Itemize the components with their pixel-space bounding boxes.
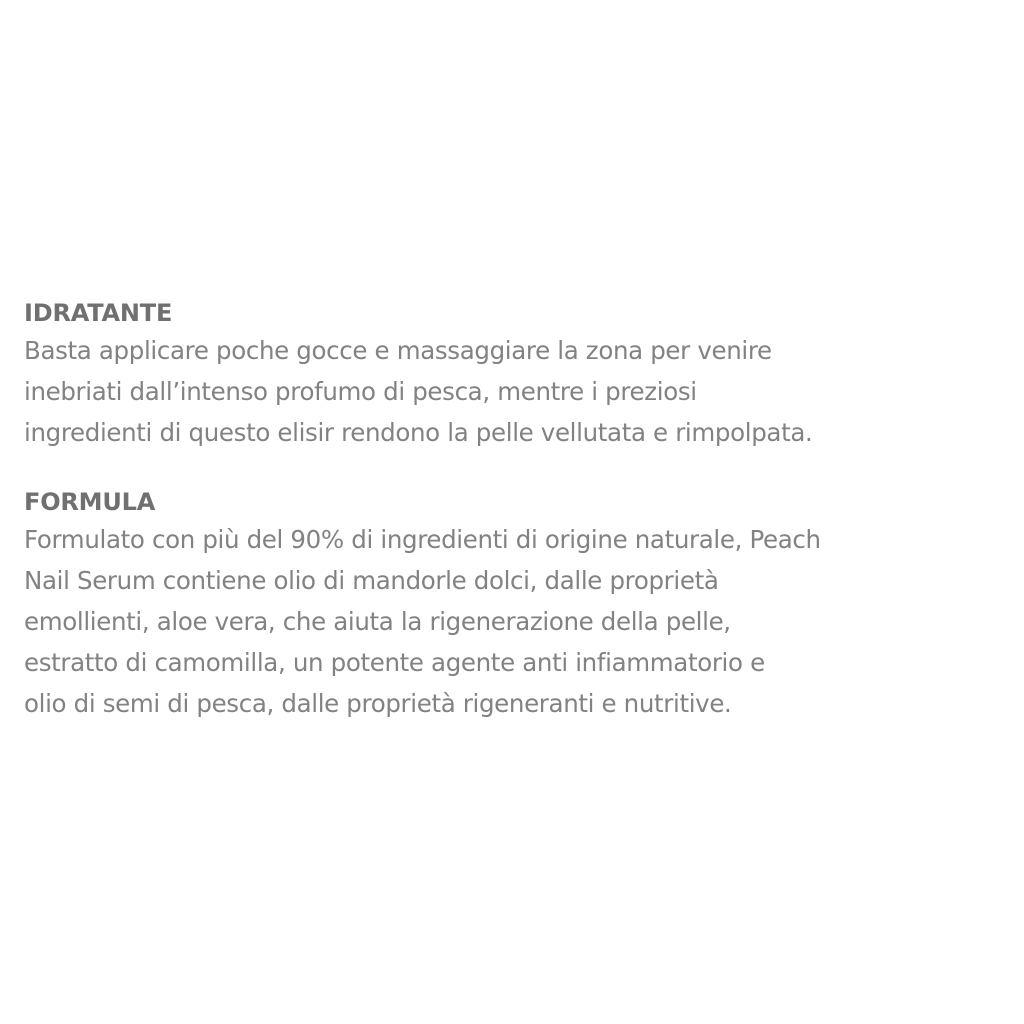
body-line: emollienti, aloe vera, che aiuta la rigenerazione della pelle, — [24, 607, 731, 636]
body-line: Formulato con più del 90% di ingredienti di origine naturale, Peach — [24, 525, 821, 554]
body-line: olio di semi di pesca, dalle proprietà rigeneranti e nutritive. — [24, 689, 732, 718]
section-body-formula — [24, 519, 1014, 724]
section-body-idratante — [24, 330, 1014, 453]
section-heading-formula: FORMULA — [24, 488, 156, 516]
body-line: inebriati dall’intenso profumo di pesca, mentre i preziosi — [24, 377, 697, 406]
body-line: Nail Serum contiene olio di mandorle dolci, dalle proprietà — [24, 566, 719, 595]
body-line: estratto di camomilla, un potente agente anti infiammatorio e — [24, 648, 765, 677]
body-line: ingredienti di questo elisir rendono la pelle vellutata e rimpolpata. — [24, 418, 813, 447]
section-formula — [24, 485, 1014, 724]
body-line: Basta applicare poche gocce e massaggiare la zona per venire — [24, 336, 772, 365]
section-heading-idratante: IDRATANTE — [24, 299, 173, 327]
section-idratante — [24, 296, 1014, 453]
